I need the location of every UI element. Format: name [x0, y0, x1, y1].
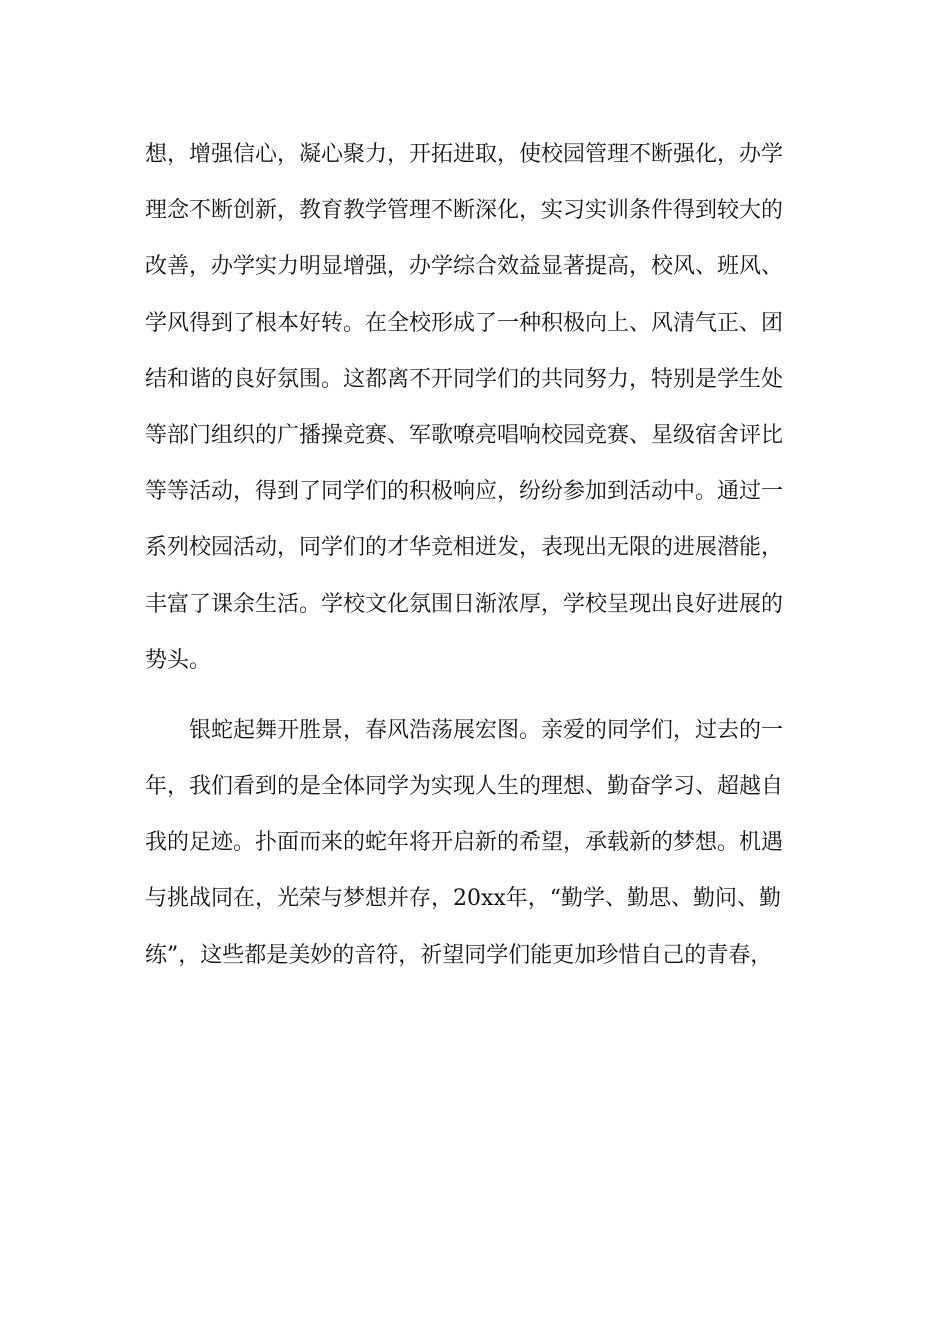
text-line: 等等活动，得到了同学们的积极响应，纷纷参加到活动中。通过一	[145, 479, 784, 505]
document-body	[145, 127, 810, 984]
text-line: 学风得到了根本好转。在全校形成了一种积极向上、风清气正、团	[145, 310, 784, 336]
text-line: 年，我们看到的是全体同学为实现人生的理想、勤奋学习、超越自	[145, 774, 784, 800]
text-line: 等部门组织的广播操竞赛、军歌嘹亮唱响校园竞赛、星级宿舍评比	[145, 422, 784, 448]
text-line: 结和谐的良好氛围。这都离不开同学们的共同努力，特别是学生处	[145, 366, 784, 392]
text-line: 改善，办学实力明显增强，办学综合效益显著提高，校风、班风、	[145, 254, 784, 280]
paragraph-1	[145, 127, 810, 689]
text-line: 我的足迹。扑面而来的蛇年将开启新的希望，承载新的梦想。机遇	[145, 830, 784, 856]
text-line: 银蛇起舞开胜景，春风浩荡展宏图。亲爱的同学们，过去的一	[145, 717, 784, 743]
paragraph-2	[145, 703, 810, 984]
paragraph-spacer	[145, 689, 810, 703]
text-line: 想，增强信心，凝心聚力，开拓进取，使校园管理不断强化，办学	[145, 142, 784, 167]
text-line: 练”，这些都是美妙的音符，祈望同学们能更加珍惜自己的青春，	[145, 942, 773, 968]
text-line: 理念不断创新，教育教学管理不断深化，实习实训条件得到较大的	[145, 198, 784, 224]
text-line: 丰富了课余生活。学校文化氛围日渐浓厚，学校呈现出良好进展的	[145, 591, 784, 617]
text-line: 系列校园活动，同学们的才华竞相迸发，表现出无限的进展潜能，	[145, 535, 784, 561]
text-line: 势头。	[145, 647, 212, 673]
text-line: 与挑战同在，光荣与梦想并存，20xx年，“勤学、勤思、勤问、勤	[145, 886, 782, 912]
